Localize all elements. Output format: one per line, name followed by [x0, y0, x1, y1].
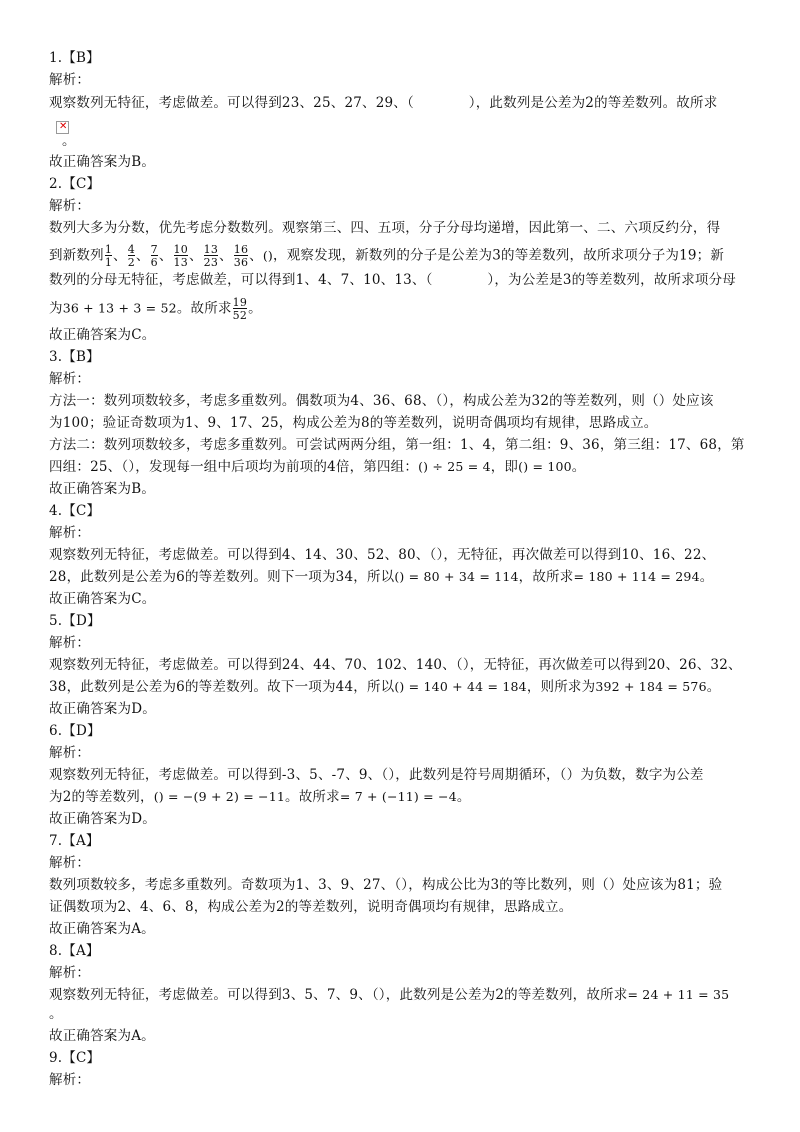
- blank-term: (): [262, 247, 274, 263]
- q5-answer-header: 5.【D】: [49, 613, 101, 629]
- separator: 、: [113, 247, 127, 264]
- math-expression: = 7 + (−11) = −4: [339, 789, 457, 804]
- fraction-denominator: 36: [233, 256, 249, 269]
- fraction-sequence: [104, 243, 274, 269]
- fraction-denominator: 6: [150, 256, 158, 269]
- q2-line-text: 为: [49, 300, 63, 317]
- fraction-denominator: 23: [203, 256, 219, 269]
- q3-line-text: ，即: [490, 459, 519, 475]
- math-expression: = 180 + 114 = 294: [573, 569, 700, 584]
- q8-analysis-line: 。: [49, 1006, 63, 1022]
- q4-line-text: ，故所求: [518, 569, 574, 585]
- q6-conclusion: 故正确答案为D。: [49, 811, 156, 827]
- q9-answer-header: 9.【C】: [49, 1050, 101, 1066]
- fraction: [105, 244, 112, 268]
- math-expression: 392 + 184 = 576: [595, 679, 707, 694]
- q3-line-text: 四组：25、（），发现每一组中后项均为前项的4倍，第四组：: [49, 459, 419, 475]
- q6-analysis-label: 解析：: [49, 745, 91, 761]
- q2-analysis-line: [49, 297, 760, 321]
- q3-line-text: 。: [571, 459, 586, 475]
- fraction: [204, 244, 218, 268]
- q3-analysis-line: 为100；验证奇数项为1、9、17、25，构成公差为8的等差数列，说明奇偶项均有规律，思路成立。: [49, 415, 658, 431]
- q6-answer-header: 6.【D】: [49, 723, 101, 739]
- fraction-numerator: 4: [127, 243, 135, 256]
- fraction-numerator: 10: [173, 243, 188, 256]
- q8-line-text: 观察数列无特征，考虑做差。可以得到3、5、7、9、（），此数列是公差为2的等差数列，故所求: [49, 987, 628, 1003]
- separator: 、: [219, 247, 233, 264]
- q4-answer-header: 4.【C】: [49, 503, 101, 519]
- q7-analysis-line: 数列项数较多，考虑多重数列。奇数项为1、3、9、27、（），构成公比为3的等比数列，则（）处应该为81；验: [49, 877, 723, 893]
- math-expression: () ÷ 25 = 4: [418, 459, 491, 474]
- q2-line-text: ，观察发现，新数列的分子是公差为3的等差数列，故所求项分子为19；新: [273, 247, 725, 264]
- fraction-numerator: 19: [232, 296, 248, 309]
- q2-conclusion: 故正确答案为C。: [49, 327, 156, 343]
- fraction: [234, 244, 248, 268]
- q4-line-text: 28，此数列是公差为6的等差数列。则下一项为34，所以: [49, 569, 395, 585]
- q7-conclusion: 故正确答案为A。: [49, 921, 155, 937]
- fraction-denominator: 1: [104, 256, 113, 269]
- fraction-numerator: 7: [150, 243, 158, 256]
- q6-analysis-line: 观察数列无特征，考虑做差。可以得到-3、5、-7、9、（），此数列是符号周期循环，（）为负数，数字为公差: [49, 767, 704, 783]
- fraction: [233, 297, 247, 321]
- fraction: [151, 244, 158, 268]
- q5-line-text: 38，此数列是公差为6的等差数列。故下一项为44，所以: [49, 679, 395, 695]
- fraction-numerator: 13: [203, 243, 219, 256]
- q3-analysis-line: 方法二：数列项数较多，考虑多重数列。可尝试两两分组，第一组：1、4，第二组：9、36，第三组：17、68，第: [49, 437, 745, 453]
- q2-analysis-line: 数列大多为分数，优先考虑分数数列。观察第三、四、五项，分子分母均递增，因此第一、二、六项反约分，得: [49, 220, 721, 236]
- fraction-numerator: 1: [104, 243, 113, 256]
- fraction-denominator: 13: [173, 256, 188, 269]
- q1-analysis-line: 。: [62, 133, 76, 149]
- q4-analysis-line: 观察数列无特征，考虑做差。可以得到4、14、30、52、80、（），无特征，再次做差可以得到10、16、22、: [49, 547, 716, 563]
- separator: 、: [188, 247, 203, 264]
- q7-analysis-label: 解析：: [49, 855, 91, 871]
- q8-analysis-line: [49, 985, 760, 1005]
- q9-analysis-label: 解析：: [49, 1072, 91, 1088]
- q3-analysis-label: 解析：: [49, 371, 91, 387]
- q3-conclusion: 故正确答案为B。: [49, 481, 156, 497]
- q5-line-text: ，则所求为: [526, 679, 596, 695]
- q5-analysis-line: 观察数列无特征，考虑做差。可以得到24、44、70、102、140、（），无特征，再次做差可以得到20、26、32、: [49, 657, 742, 673]
- q4-analysis-label: 解析：: [49, 525, 91, 541]
- q1-conclusion: 故正确答案为B。: [49, 154, 156, 170]
- math-expression: () = 100: [518, 459, 572, 474]
- fraction-denominator: 52: [232, 309, 248, 322]
- q2-analysis-label: 解析：: [49, 198, 91, 214]
- q4-conclusion: 故正确答案为C。: [49, 591, 156, 607]
- q2-analysis-line: 数列的分母无特征，考虑做差，可以得到1、4、7、10、13、（ ），为公差是3的等差数列，故所求项分母: [49, 272, 737, 288]
- q1-analysis-label: 解析：: [49, 72, 91, 88]
- q4-analysis-line: [49, 567, 760, 587]
- q2-analysis-line: [49, 244, 760, 268]
- q6-analysis-line: [49, 787, 760, 807]
- q8-answer-header: 8.【A】: [49, 943, 100, 959]
- q5-conclusion: 故正确答案为D。: [49, 701, 156, 717]
- q1-answer-header: 1.【B】: [49, 50, 100, 66]
- math-expression: () = 80 + 34 = 114: [394, 569, 519, 584]
- q2-line-text: 。故所求: [176, 300, 232, 317]
- q6-line-text: 。: [456, 789, 471, 805]
- fraction: [174, 244, 188, 268]
- q6-line-text: 。故所求: [285, 789, 340, 805]
- math-expression: () = 140 + 44 = 184: [394, 679, 527, 694]
- fraction-denominator: 2: [127, 256, 135, 269]
- separator: 、: [135, 247, 150, 264]
- q7-answer-header: 7.【A】: [49, 833, 100, 849]
- fraction: [128, 244, 135, 268]
- q7-analysis-line: 证偶数项为2、4、6、8，构成公差为2的等差数列，说明奇偶项均有规律，思路成立。: [49, 899, 573, 915]
- q5-analysis-line: [49, 677, 760, 697]
- q3-analysis-line: 方法一：数列项数较多，考虑多重数列。偶数项为4、36、68、（），构成公差为32的等差数列，则（）处应该: [49, 393, 714, 409]
- q5-analysis-label: 解析：: [49, 635, 91, 651]
- q5-line-text: 。: [706, 679, 721, 695]
- fraction-numerator: 16: [233, 243, 249, 256]
- q1-analysis-line: 观察数列无特征，考虑做差。可以得到23、25、27、29、（ ），此数列是公差为2的等差数列。故所求: [49, 95, 718, 111]
- separator: 、: [158, 247, 173, 264]
- q2-line-text: 到新数列: [49, 247, 104, 264]
- q8-conclusion: 故正确答案为A。: [49, 1028, 155, 1044]
- math-expression: = 24 + 11 = 35: [627, 987, 730, 1002]
- math-expression: 36 + 13 + 3 = 52: [62, 300, 177, 316]
- q3-answer-header: 3.【B】: [49, 349, 100, 365]
- q3-analysis-line: [49, 457, 760, 477]
- q8-analysis-label: 解析：: [49, 965, 91, 981]
- q6-line-text: 为2的等差数列，: [49, 789, 154, 805]
- q2-answer-header: 2.【C】: [49, 176, 101, 192]
- q2-line-text: 。: [248, 300, 262, 317]
- math-expression: () = −(9 + 2) = −11: [153, 789, 286, 804]
- q4-line-text: 。: [699, 569, 714, 585]
- separator: 、: [249, 247, 263, 264]
